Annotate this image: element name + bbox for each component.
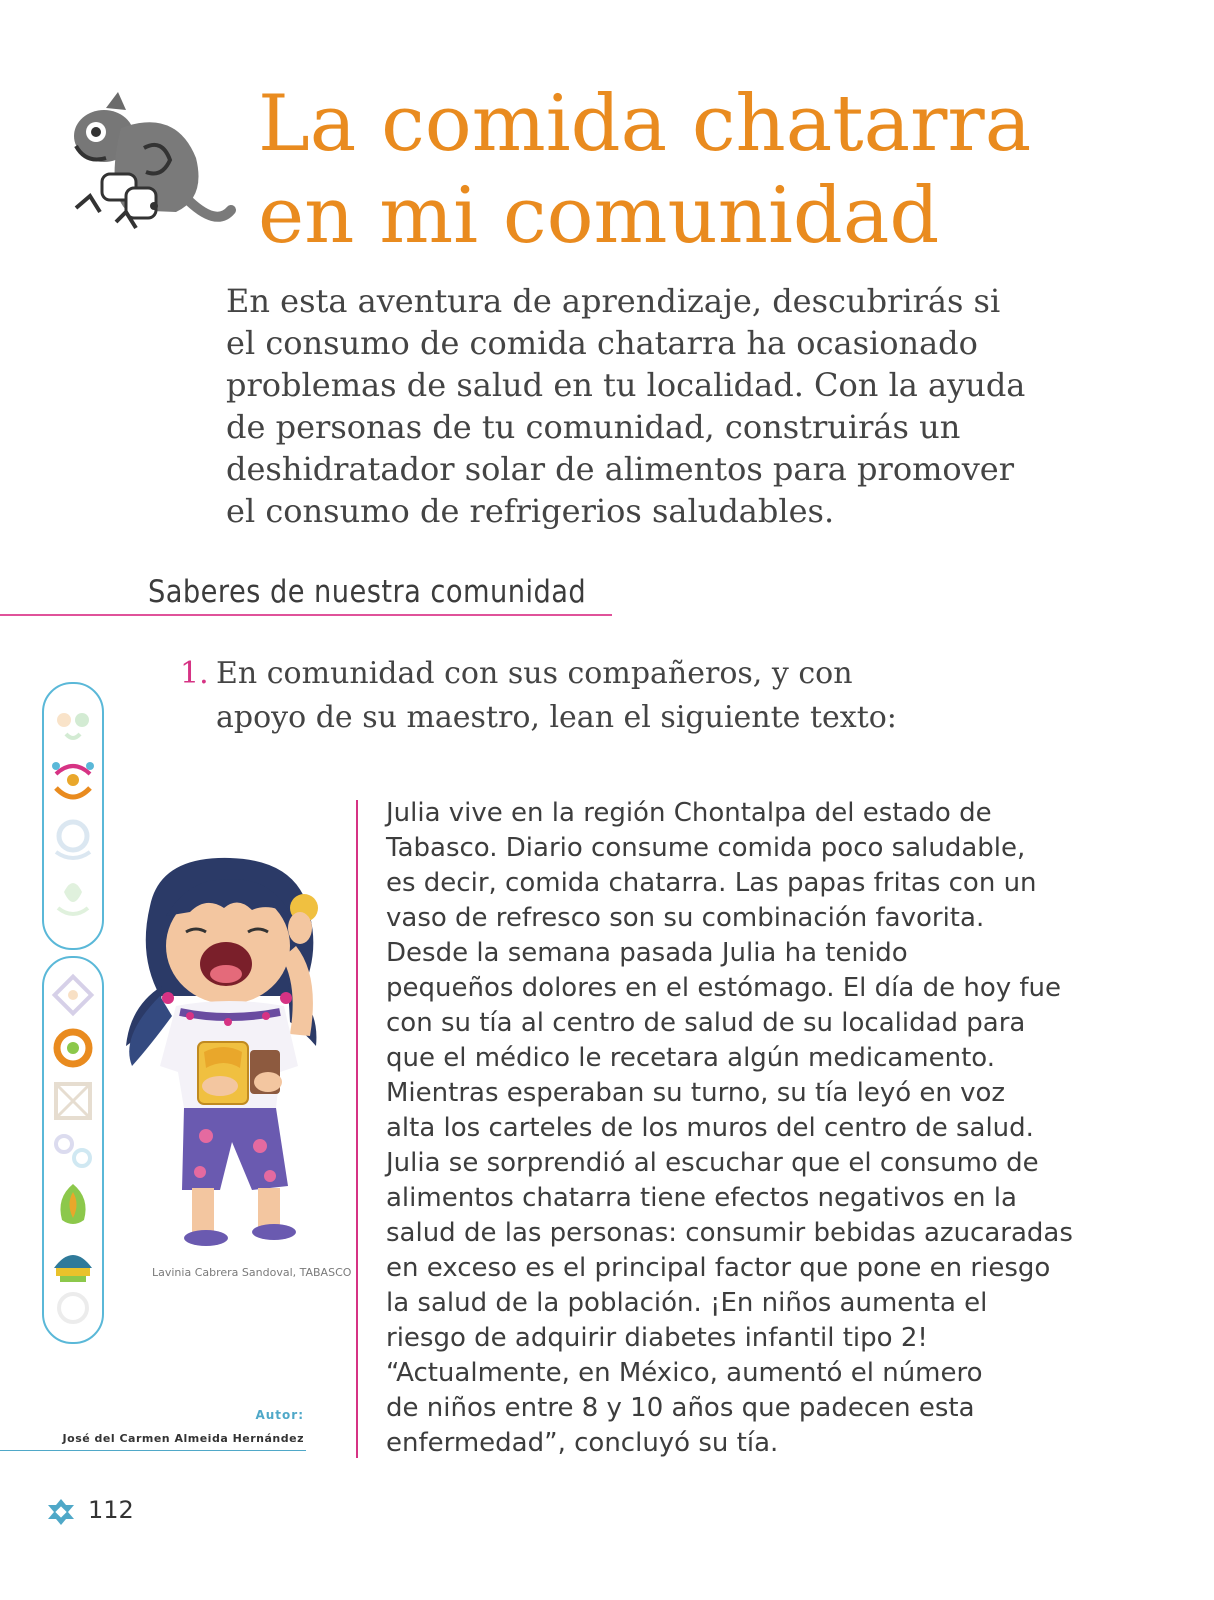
author-name: José del Carmen Almeida Hernández [62, 1432, 304, 1445]
intro-line: En esta aventura de aprendizaje, descubrirás si [226, 282, 1001, 320]
page-emblem-icon [46, 1497, 76, 1527]
reading-line: Julia se sorprendió al escuchar que el consumo de [386, 1148, 1039, 1178]
reading-line: la salud de la población. ¡En niños aumenta el [386, 1288, 988, 1318]
intro-paragraph [226, 280, 1106, 532]
intro-line: deshidratador solar de alimentos para promover [226, 450, 1014, 488]
intro-line: el consumo de comida chatarra ha ocasionado [226, 324, 978, 362]
reading-line: alta los carteles de los muros del centro de salud. [386, 1113, 1034, 1143]
reading-line: enfermedad”, concluyó su tía. [386, 1428, 779, 1458]
title-line: La comida chatarra [258, 79, 1032, 169]
illustration-caption: Lavinia Cabrera Sandoval, TABASCO [152, 1266, 352, 1279]
reading-line: salud de las personas: consumir bebidas azucaradas [386, 1218, 1073, 1248]
reading-line: con su tía al centro de salud de su localidad para [386, 1008, 1026, 1038]
ejes-pattern-icon [44, 958, 102, 1338]
reading-line: pequeños dolores en el estómago. El día de hoy fue [386, 973, 1062, 1003]
author-label: Autor: [255, 1408, 304, 1422]
section-heading: Saberes de nuestra comunidad [148, 574, 587, 610]
reading-line: de niños entre 8 y 10 años que padecen esta [386, 1393, 975, 1423]
reading-rule [356, 800, 358, 1458]
reading-line: que el médico le recetara algún medicamento. [386, 1043, 996, 1073]
reading-text [386, 796, 1106, 1461]
page-number: 112 [88, 1496, 134, 1524]
animal-glyph-icon [66, 88, 236, 238]
activity-line: apoyo de su maestro, lean el siguiente texto: [216, 700, 897, 735]
intro-line: problemas de salud en tu localidad. Con la ayuda [226, 366, 1026, 404]
reading-line: Tabasco. Diario consume comida poco saludable, [386, 833, 1026, 863]
activity-line: En comunidad con sus compañeros, y con [216, 656, 853, 691]
reading-line: vaso de refresco son su combinación favorita. [386, 903, 985, 933]
page-title [258, 78, 1158, 262]
section-divider [0, 614, 612, 616]
reading-line: Julia vive en la región Chontalpa del estado de [386, 798, 992, 828]
julia-illustration [120, 846, 350, 1256]
intro-line: el consumo de refrigerios saludables. [226, 492, 835, 530]
reading-line: alimentos chatarra tiene efectos negativos en la [386, 1183, 1017, 1213]
sidebar-campos-bottom [42, 956, 104, 1344]
sidebar-campos-top [42, 682, 104, 950]
reading-line: Mientras esperaban su turno, su tía leyó en voz [386, 1078, 1006, 1108]
reading-line: Desde la semana pasada Julia ha tenido [386, 938, 908, 968]
leaf-pattern-icon [44, 684, 102, 944]
activity-number: 1. [180, 656, 209, 691]
author-divider [0, 1450, 306, 1451]
reading-line: en exceso es el principal factor que pone en riesgo [386, 1253, 1051, 1283]
intro-line: de personas de tu comunidad, construirás un [226, 408, 961, 446]
reading-line: riesgo de adquirir diabetes infantil tipo 2! [386, 1323, 928, 1353]
title-line: en mi comunidad [258, 171, 940, 261]
reading-line: es decir, comida chatarra. Las papas fritas con un [386, 868, 1037, 898]
reading-line: “Actualmente, en México, aumentó el número [386, 1358, 983, 1388]
